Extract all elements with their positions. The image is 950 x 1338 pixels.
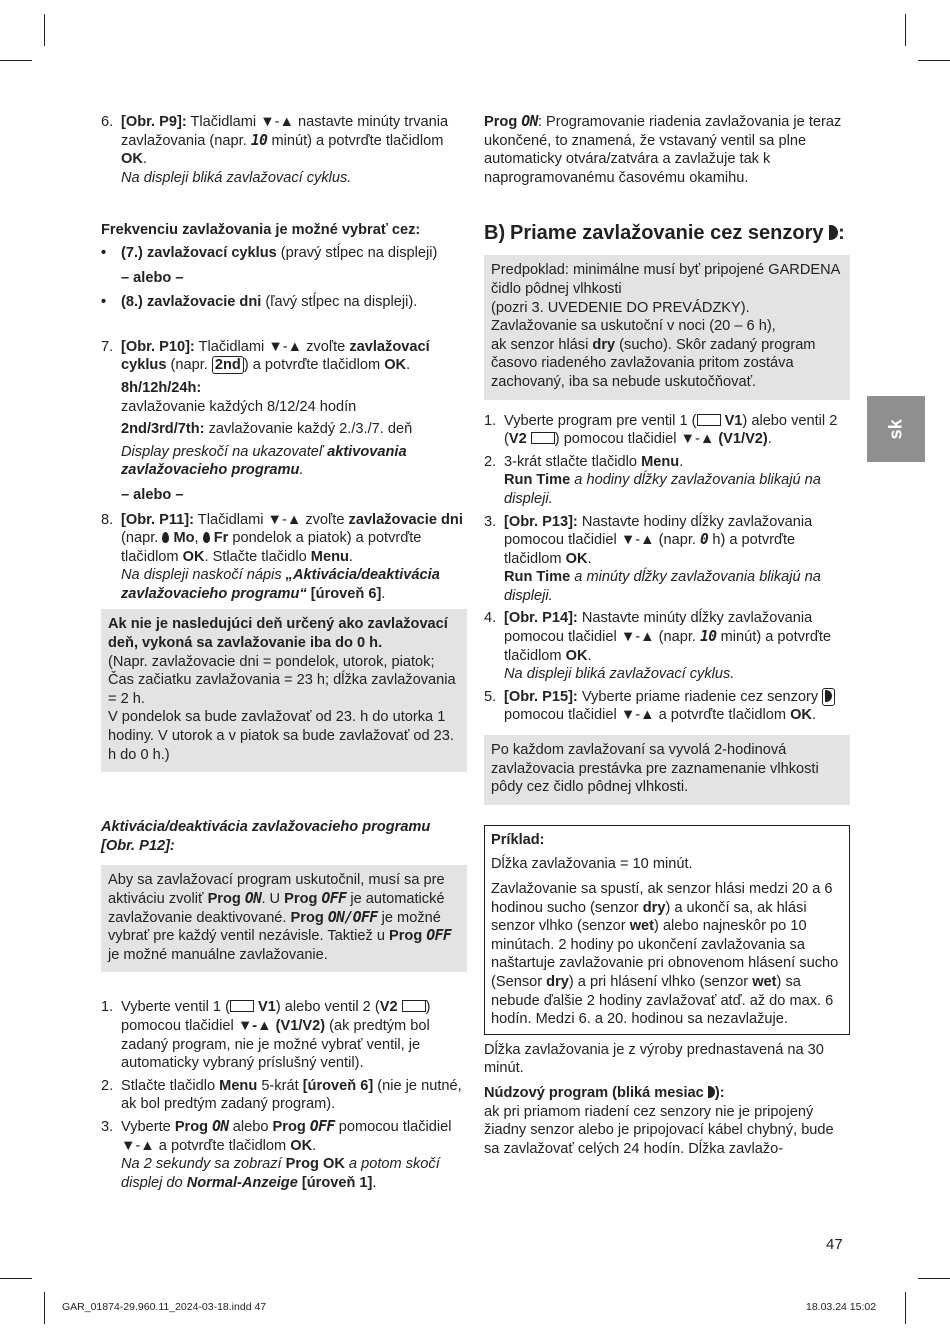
prog-on-paragraph: Prog ON: Programovanie riadenia zavlažovania je teraz ukončené, to znamená, že vstavaný ventil sa plne automaticky otvára/zatvára a zavlažuje tak k naprogramovanému časovému okamihu.	[484, 113, 842, 186]
cycle-label: 8h/12h/24h:	[121, 379, 202, 396]
crop-mark	[44, 1292, 45, 1324]
moon-icon	[708, 1086, 715, 1098]
right-arrow-icon	[531, 432, 555, 444]
display-note: Na displeji bliká zavlažovací cyklus.	[121, 169, 352, 186]
sensor-moon-icon	[822, 688, 835, 706]
bullet-item: • (8.) zavlažovacie dni (ľavý stĺpec na displeji).	[101, 294, 418, 311]
crop-mark	[0, 1278, 32, 1279]
emergency-heading: Núdzový program (bliká mesiac	[484, 1084, 708, 1101]
sensor-step-1: 1. Vyberte program pre ventil 1 ( V1) alebo ventil 2 (V2 ) pomocou tlačidiel ▼-▲ (V1/V2).	[484, 412, 838, 448]
display-value-box: 2nd	[212, 356, 244, 374]
activation-step-2: 2. Stlačte tlačidlo Menu 5-krát [úroveň 6] (nie je nutné, ak bol predtým zadaný program).	[101, 1077, 462, 1113]
crop-mark	[44, 14, 45, 46]
crop-mark	[918, 60, 950, 61]
step-6: 6. [Obr. P9]: Tlačidlami ▼-▲ nastavte minúty trvania zavlažovania (napr. 10 minút) a potvrďte tlačidlom OK. Na displeji bliká zavlažovací cyklus.	[101, 114, 449, 186]
days-label: 2nd/3rd/7th:	[121, 421, 205, 438]
emergency-text: ak pri priamom riadení cez senzory nie je pripojený žiadny senzor alebo je pripojovací kábel chybný, bude sa zavlažovať celých 24 hodín. Dĺžka zavlažo-	[484, 1103, 834, 1157]
sensor-step-4: 4. [Obr. P14]: Nastavte minúty dĺžky zavlažovania pomocou tlačidiel ▼-▲ (napr. 10 minút) a potvrďte tlačidlom OK. Na displeji bliká zavlažovací cyklus.	[484, 610, 831, 683]
or-separator: – alebo –	[121, 486, 184, 503]
left-column	[101, 113, 467, 1192]
right-column: Prog ON: Programovanie riadenia zavlažovania je teraz ukončené, to znamená, že vstavaný ventil sa plne automaticky otvára/zatvára a zavlažuje tak k naprogramovanému časovému okamihu. B) Priame zavlažovanie cez senzory : Predpoklad: minimálne musí byť pripojené GARDENA čidlo pôdnej vlhkosti (pozri 3. UVEDENIE DO PREVÁDZKY). Zavlažovanie sa uskutoční v noci (20 – 6 h), ak senzor hlási dry (sucho). Skôr zadaný program časovo riadeného zavlažovania pritom zostáva zachovaný, iba sa nebude uskutočňovať. 1. Vyberte program pre ventil 1 ( V1) alebo ventil 2 (V2 ) pomocou tlačidiel ▼-▲ (V1/V2). 2. 3-krát stlačte tlačidlo Menu. Run Time a hodiny dĺžky zavlažovania blikajú na displeji. 3. [Obr. P13]: Nastavte hodiny dĺžky zavlažovania pomocou tlačidiel ▼-▲ (napr. 0 h) a potvrďte tlačidlom OK. Run Time a minúty dĺžky zavlažovania blikajú na displeji. 4. [Obr. P14]: Nastavte minúty dĺžky zavlažovania pomocou tlačidiel ▼-▲ (napr. 10 minút) a potvrďte tlačidlom OK. Na displeji bliká zavlažovací cyklus. 5. [Obr. P15]: Vyberte priame riadenie cez senzory pomocou tlačidiel ▼-▲ a potvrďte tlačidlom OK. Po každom zavlažovaní sa vyvolá 2-hodinová zavlažovacia prestávka pre zaznamenanie vlhkosti pôdy cez čidlo pôdnej vlhkosti. Príklad: Dĺžka zavlažovania = 10 minút. Zavlažovanie sa spustí, ak senzor hlási medzi 20 a 6 hodinou sucho (senzor dry) a ukončí sa, ak hlási senzor vlhko (senzor wet) alebo najneskôr po 10 minútach. 2 hodiny po ukončení zavlažovania sa naštartuje zavlažovanie pri obnovenom hlásení sucho (Sensor dry) a pri hlásení vlhko (senzor wet) sa nebude ďalšie 2 hodiny zavlažovať atď. až do max. 6 hodín. Medzi 6. a 20. hodinou sa nezavlažuje. Dĺžka zavlažovania je z výroby prednastavená na 30 minút. Núdzový program (bliká mesiac ): ak pri priamom riadení cez senzory nie je pripojený žiadny senzor alebo je pripojovací kábel chybný, bude sa zavlažovať celých 24 hodín. Dĺžka zavlažo-	[484, 113, 850, 1158]
figure-ref: [Obr. P11]:	[121, 511, 194, 528]
footer-file: GAR_01874-29.960.11_2024-03-18.indd 47	[62, 1301, 267, 1313]
language-tab: sk	[867, 396, 925, 462]
step-7: 7. [Obr. P10]: Tlačidlami ▼-▲ zvoľte zavlažovací cyklus (napr. 2nd ) a potvrďte tlačidlom OK. 8h/12h/24h: zavlažovanie každých 8/12/24 hodín 2nd/3rd/7th: zavlažovanie každý 2./3./7. deň Display preskočí na ukazovateľ aktivovania zavlažovacieho programu. – alebo –	[101, 338, 467, 505]
sensor-step-5: 5. [Obr. P15]: Vyberte priame riadenie cez senzory pomocou tlačidiel ▼-▲ a potvrďte tlačidlom OK.	[484, 688, 850, 725]
crop-mark	[905, 14, 906, 46]
info-box-precondition: Predpoklad: minimálne musí byť pripojené GARDENA čidlo pôdnej vlhkosti (pozri 3. UVEDENIE DO PREVÁDZKY). Zavlažovanie sa uskutoční v noci (20 – 6 h), ak senzor hlási dry (sucho). Skôr zadaný program časovo riadeného zavlažovania pritom zostáva zachovaný, iba sa nebude uskutočňovať.	[484, 255, 850, 399]
info-box-activation: Aby sa zavlažovací program uskutočnil, musí sa pre aktiváciu zvoliť Prog ON. U Prog OFF je automatické zavlažovanie deaktivované. Prog ON/OFF je možné vybrať pre každý ventil nezávisle. Taktiež u Prog OFF je možné manuálne zavlažovanie.	[101, 865, 467, 972]
lcd-value: 10	[250, 131, 268, 149]
activation-step-3: 3. Vyberte Prog ON alebo Prog OFF pomocou tlačidiel ▼-▲ a potvrďte tlačidlom OK. Na 2 sekundy sa zobrazí Prog OK a potom skočí displej do Normal-Anzeige [úroveň 1].	[101, 1117, 452, 1191]
info-box-pause: Po každom zavlažovaní sa vyvolá 2-hodinová zavlažovacia prestávka pre zaznamenanie vlhkosti pôdy cez čidlo pôdnej vlhkosti.	[484, 735, 850, 805]
info-box-irrigation-day: Ak nie je nasledujúci deň určený ako zavlažovací deň, vykoná sa zavlažovanie iba do 0 h. (Napr. zavlažovacie dni = pondelok, utorok, piatok; Čas začiatku zavlažovania = 23 h; dĺžka zavlažovania = 2 h. V pondelok sa bude zavlažovať od 23. h do utorka 1 hodiny. V utorok a v piatok sa bude zavlažovať od 23. h do 0 h.)	[101, 609, 467, 772]
sensor-step-2: 2. 3-krát stlačte tlačidlo Menu. Run Time a hodiny dĺžky zavlažovania blikajú na displeji.	[484, 453, 821, 507]
crop-mark	[918, 1278, 950, 1279]
figure-ref: [Obr. P9]:	[121, 114, 187, 130]
crop-mark	[0, 60, 32, 61]
left-arrow-icon	[230, 1000, 254, 1012]
sensor-step-3: 3. [Obr. P13]: Nastavte hodiny dĺžky zavlažovania pomocou tlačidiel ▼-▲ (napr. 0 h) a potvrďte tlačidlom OK. Run Time a minúty dĺžky zavlažovania blikajú na displeji.	[484, 513, 821, 604]
example-box: Príklad: Dĺžka zavlažovania = 10 minút. Zavlažovanie sa spustí, ak senzor hlási medzi 20 a 6 hodinou sucho (senzor dry) a ukončí sa, ak hlási senzor vlhko (senzor wet) alebo najneskôr po 10 minútach. 2 hodiny po ukončení zavlažovania sa naštartuje zavlažovanie pri obnovenom hlásení sucho (Sensor dry) a pri hlásení vlhko (senzor wet) sa nebude ďalšie 2 hodiny zavlažovať atď. až do max. 6 hodín. Medzi 6. a 20. hodinou sa nezavlažuje.	[484, 825, 850, 1035]
moon-icon	[829, 225, 838, 240]
water-drop-icon	[203, 532, 210, 543]
preset-text: Dĺžka zavlažovania je z výroby prednastavená na 30 minút.	[484, 1041, 824, 1077]
cycle-text: zavlažovanie každých 8/12/24 hodín	[121, 398, 357, 415]
page-number: 47	[826, 1236, 843, 1253]
section-heading-b: B) Priame zavlažovanie cez senzory :	[484, 222, 845, 245]
right-arrow-icon	[402, 1000, 426, 1012]
step-number: 6.	[101, 114, 114, 130]
water-drop-icon	[162, 532, 169, 543]
activation-step-1: 1. Vyberte ventil 1 ( V1) alebo ventil 2 (V2 ) pomocou tlačidiel ▼-▲ (V1/V2) (ak predtým bol zadaný program, nie je možné vybrať ventil, je automaticky vybraný príslušný ventil).	[101, 999, 431, 1072]
bullet-item: • (7.) zavlažovací cyklus (pravý stĺpec na displeji)	[101, 244, 438, 261]
footer-date: 18.03.24 15:02	[806, 1301, 877, 1313]
or-separator: – alebo –	[121, 269, 184, 286]
frequency-heading: Frekvenciu zavlažovania je možné vybrať cez:	[101, 222, 421, 239]
crop-mark	[905, 1292, 906, 1324]
left-arrow-icon	[697, 414, 721, 426]
step-8: 8. [Obr. P11]: Tlačidlami ▼-▲ zvoľte zavlažovacie dni (napr. Mo, Fr pondelok a piatok) a potvrďte tlačidlom OK. Stlačte tlačidlo Menu. Na displeji naskočí nápis „Aktivácia/deaktivácia zavlažovacieho programu“ [úroveň 6].	[101, 511, 463, 602]
figure-ref: [Obr. P10]:	[121, 338, 195, 355]
activation-heading: Aktivácia/deaktivácia zavlažovacieho programu [Obr. P12]:	[101, 819, 431, 854]
